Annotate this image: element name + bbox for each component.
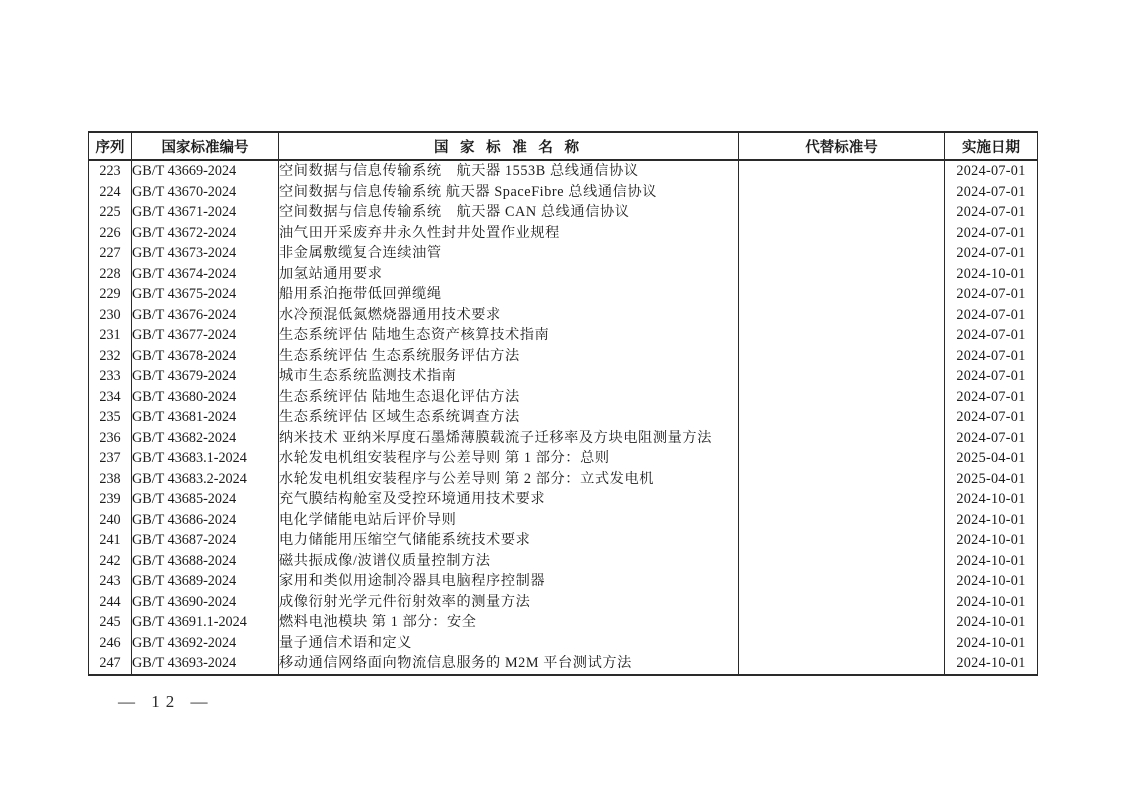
replaced-standard-cell xyxy=(739,448,945,469)
header-name: 国 家 标 准 名 称 xyxy=(279,132,739,160)
standard-name-cell: 油气田开采废弃井永久性封井处置作业规程 xyxy=(279,223,739,244)
seq-cell: 247 xyxy=(89,653,132,675)
standard-name-cell: 纳米技术 亚纳米厚度石墨烯薄膜载流子迁移率及方块电阻测量方法 xyxy=(279,428,739,449)
standard-code-cell: GB/T 43682-2024 xyxy=(132,428,279,449)
table-row xyxy=(89,612,1038,633)
seq-cell: 244 xyxy=(89,592,132,613)
table-row xyxy=(89,387,1038,408)
implementation-date-cell: 2025-04-01 xyxy=(945,469,1038,490)
table-row xyxy=(89,182,1038,203)
replaced-standard-cell xyxy=(739,551,945,572)
standard-name-cell: 加氢站通用要求 xyxy=(279,264,739,285)
standard-code-cell: GB/T 43689-2024 xyxy=(132,571,279,592)
table-row xyxy=(89,346,1038,367)
replaced-standard-cell xyxy=(739,243,945,264)
table-body xyxy=(89,160,1038,675)
seq-cell: 233 xyxy=(89,366,132,387)
replaced-standard-cell xyxy=(739,571,945,592)
replaced-standard-cell xyxy=(739,284,945,305)
replaced-standard-cell xyxy=(739,202,945,223)
standard-name-cell: 量子通信术语和定义 xyxy=(279,633,739,654)
header-date: 实施日期 xyxy=(945,132,1038,160)
standard-code-cell: GB/T 43674-2024 xyxy=(132,264,279,285)
table-row xyxy=(89,592,1038,613)
replaced-standard-cell xyxy=(739,612,945,633)
table-row xyxy=(89,284,1038,305)
seq-cell: 224 xyxy=(89,182,132,203)
replaced-standard-cell xyxy=(739,325,945,346)
implementation-date-cell: 2024-07-01 xyxy=(945,305,1038,326)
standard-name-cell: 燃料电池模块 第 1 部分：安全 xyxy=(279,612,739,633)
standard-name-cell: 水轮发电机组安装程序与公差导则 第 1 部分：总则 xyxy=(279,448,739,469)
standard-name-cell: 充气膜结构舱室及受控环境通用技术要求 xyxy=(279,489,739,510)
header-replaced: 代替标准号 xyxy=(739,132,945,160)
table-row xyxy=(89,202,1038,223)
implementation-date-cell: 2024-07-01 xyxy=(945,243,1038,264)
seq-cell: 226 xyxy=(89,223,132,244)
standard-code-cell: GB/T 43683.2-2024 xyxy=(132,469,279,490)
implementation-date-cell: 2024-07-01 xyxy=(945,182,1038,203)
implementation-date-cell: 2024-10-01 xyxy=(945,653,1038,675)
seq-cell: 243 xyxy=(89,571,132,592)
table-row xyxy=(89,428,1038,449)
seq-cell: 241 xyxy=(89,530,132,551)
standard-name-cell: 生态系统评估 陆地生态退化评估方法 xyxy=(279,387,739,408)
implementation-date-cell: 2025-04-01 xyxy=(945,448,1038,469)
header-code: 国家标准编号 xyxy=(132,132,279,160)
standard-name-cell: 磁共振成像/波谱仪质量控制方法 xyxy=(279,551,739,572)
standard-code-cell: GB/T 43677-2024 xyxy=(132,325,279,346)
replaced-standard-cell xyxy=(739,182,945,203)
table-row xyxy=(89,551,1038,572)
standard-code-cell: GB/T 43670-2024 xyxy=(132,182,279,203)
implementation-date-cell: 2024-07-01 xyxy=(945,428,1038,449)
seq-cell: 223 xyxy=(89,160,132,182)
standard-name-cell: 电化学储能电站后评价导则 xyxy=(279,510,739,531)
seq-cell: 230 xyxy=(89,305,132,326)
seq-cell: 246 xyxy=(89,633,132,654)
standard-name-cell: 电力储能用压缩空气储能系统技术要求 xyxy=(279,530,739,551)
header-seq: 序列 xyxy=(89,132,132,160)
standard-name-cell: 家用和类似用途制冷器具电脑程序控制器 xyxy=(279,571,739,592)
seq-cell: 227 xyxy=(89,243,132,264)
implementation-date-cell: 2024-10-01 xyxy=(945,489,1038,510)
replaced-standard-cell xyxy=(739,510,945,531)
seq-cell: 237 xyxy=(89,448,132,469)
implementation-date-cell: 2024-07-01 xyxy=(945,223,1038,244)
implementation-date-cell: 2024-07-01 xyxy=(945,202,1038,223)
implementation-date-cell: 2024-07-01 xyxy=(945,160,1038,182)
replaced-standard-cell xyxy=(739,366,945,387)
table-row xyxy=(89,243,1038,264)
standard-code-cell: GB/T 43671-2024 xyxy=(132,202,279,223)
seq-cell: 245 xyxy=(89,612,132,633)
seq-cell: 239 xyxy=(89,489,132,510)
seq-cell: 240 xyxy=(89,510,132,531)
implementation-date-cell: 2024-07-01 xyxy=(945,366,1038,387)
implementation-date-cell: 2024-10-01 xyxy=(945,571,1038,592)
replaced-standard-cell xyxy=(739,469,945,490)
standard-code-cell: GB/T 43675-2024 xyxy=(132,284,279,305)
table-row xyxy=(89,305,1038,326)
standard-name-cell: 空间数据与信息传输系统 航天器 1553B 总线通信协议 xyxy=(279,160,739,182)
standard-name-cell: 生态系统评估 陆地生态资产核算技术指南 xyxy=(279,325,739,346)
table-row xyxy=(89,366,1038,387)
table-row xyxy=(89,407,1038,428)
table-row xyxy=(89,325,1038,346)
table-header-row xyxy=(89,132,1038,160)
table-row xyxy=(89,448,1038,469)
replaced-standard-cell xyxy=(739,489,945,510)
implementation-date-cell: 2024-07-01 xyxy=(945,284,1038,305)
standard-name-cell: 水冷预混低氮燃烧器通用技术要求 xyxy=(279,305,739,326)
table-row xyxy=(89,469,1038,490)
standard-code-cell: GB/T 43693-2024 xyxy=(132,653,279,675)
table-row xyxy=(89,633,1038,654)
implementation-date-cell: 2024-10-01 xyxy=(945,592,1038,613)
seq-cell: 236 xyxy=(89,428,132,449)
standard-code-cell: GB/T 43683.1-2024 xyxy=(132,448,279,469)
table-row xyxy=(89,510,1038,531)
seq-cell: 231 xyxy=(89,325,132,346)
replaced-standard-cell xyxy=(739,407,945,428)
seq-cell: 229 xyxy=(89,284,132,305)
replaced-standard-cell xyxy=(739,592,945,613)
seq-cell: 232 xyxy=(89,346,132,367)
standard-code-cell: GB/T 43680-2024 xyxy=(132,387,279,408)
standard-name-cell: 非金属敷缆复合连续油管 xyxy=(279,243,739,264)
table-row xyxy=(89,160,1038,182)
standard-name-cell: 城市生态系统监测技术指南 xyxy=(279,366,739,387)
seq-cell: 235 xyxy=(89,407,132,428)
implementation-date-cell: 2024-10-01 xyxy=(945,612,1038,633)
standard-name-cell: 船用系泊拖带低回弹缆绳 xyxy=(279,284,739,305)
replaced-standard-cell xyxy=(739,160,945,182)
standard-name-cell: 生态系统评估 生态系统服务评估方法 xyxy=(279,346,739,367)
standards-table xyxy=(88,131,1038,676)
seq-cell: 228 xyxy=(89,264,132,285)
implementation-date-cell: 2024-10-01 xyxy=(945,264,1038,285)
table-row xyxy=(89,653,1038,675)
replaced-standard-cell xyxy=(739,530,945,551)
replaced-standard-cell xyxy=(739,633,945,654)
implementation-date-cell: 2024-07-01 xyxy=(945,407,1038,428)
standard-name-cell: 生态系统评估 区域生态系统调查方法 xyxy=(279,407,739,428)
table-row xyxy=(89,264,1038,285)
replaced-standard-cell xyxy=(739,305,945,326)
standard-code-cell: GB/T 43690-2024 xyxy=(132,592,279,613)
replaced-standard-cell xyxy=(739,653,945,675)
standard-name-cell: 空间数据与信息传输系统 航天器 SpaceFibre 总线通信协议 xyxy=(279,182,739,203)
implementation-date-cell: 2024-10-01 xyxy=(945,551,1038,572)
replaced-standard-cell xyxy=(739,223,945,244)
implementation-date-cell: 2024-07-01 xyxy=(945,325,1038,346)
table-row xyxy=(89,571,1038,592)
standard-code-cell: GB/T 43686-2024 xyxy=(132,510,279,531)
seq-cell: 234 xyxy=(89,387,132,408)
table-row xyxy=(89,489,1038,510)
standard-code-cell: GB/T 43678-2024 xyxy=(132,346,279,367)
standard-code-cell: GB/T 43692-2024 xyxy=(132,633,279,654)
standard-code-cell: GB/T 43673-2024 xyxy=(132,243,279,264)
page-number: — 12 — xyxy=(118,692,214,711)
implementation-date-cell: 2024-07-01 xyxy=(945,387,1038,408)
replaced-standard-cell xyxy=(739,264,945,285)
seq-cell: 238 xyxy=(89,469,132,490)
standard-code-cell: GB/T 43688-2024 xyxy=(132,551,279,572)
standard-code-cell: GB/T 43687-2024 xyxy=(132,530,279,551)
standard-code-cell: GB/T 43685-2024 xyxy=(132,489,279,510)
implementation-date-cell: 2024-07-01 xyxy=(945,346,1038,367)
standard-code-cell: GB/T 43681-2024 xyxy=(132,407,279,428)
standard-code-cell: GB/T 43691.1-2024 xyxy=(132,612,279,633)
replaced-standard-cell xyxy=(739,346,945,367)
replaced-standard-cell xyxy=(739,387,945,408)
standard-code-cell: GB/T 43679-2024 xyxy=(132,366,279,387)
standard-code-cell: GB/T 43672-2024 xyxy=(132,223,279,244)
table-row xyxy=(89,530,1038,551)
replaced-standard-cell xyxy=(739,428,945,449)
standard-name-cell: 水轮发电机组安装程序与公差导则 第 2 部分：立式发电机 xyxy=(279,469,739,490)
seq-cell: 225 xyxy=(89,202,132,223)
standard-name-cell: 成像衍射光学元件衍射效率的测量方法 xyxy=(279,592,739,613)
standard-name-cell: 移动通信网络面向物流信息服务的 M2M 平台测试方法 xyxy=(279,653,739,675)
standard-code-cell: GB/T 43676-2024 xyxy=(132,305,279,326)
table-row xyxy=(89,223,1038,244)
implementation-date-cell: 2024-10-01 xyxy=(945,633,1038,654)
implementation-date-cell: 2024-10-01 xyxy=(945,530,1038,551)
implementation-date-cell: 2024-10-01 xyxy=(945,510,1038,531)
standard-code-cell: GB/T 43669-2024 xyxy=(132,160,279,182)
seq-cell: 242 xyxy=(89,551,132,572)
standard-name-cell: 空间数据与信息传输系统 航天器 CAN 总线通信协议 xyxy=(279,202,739,223)
